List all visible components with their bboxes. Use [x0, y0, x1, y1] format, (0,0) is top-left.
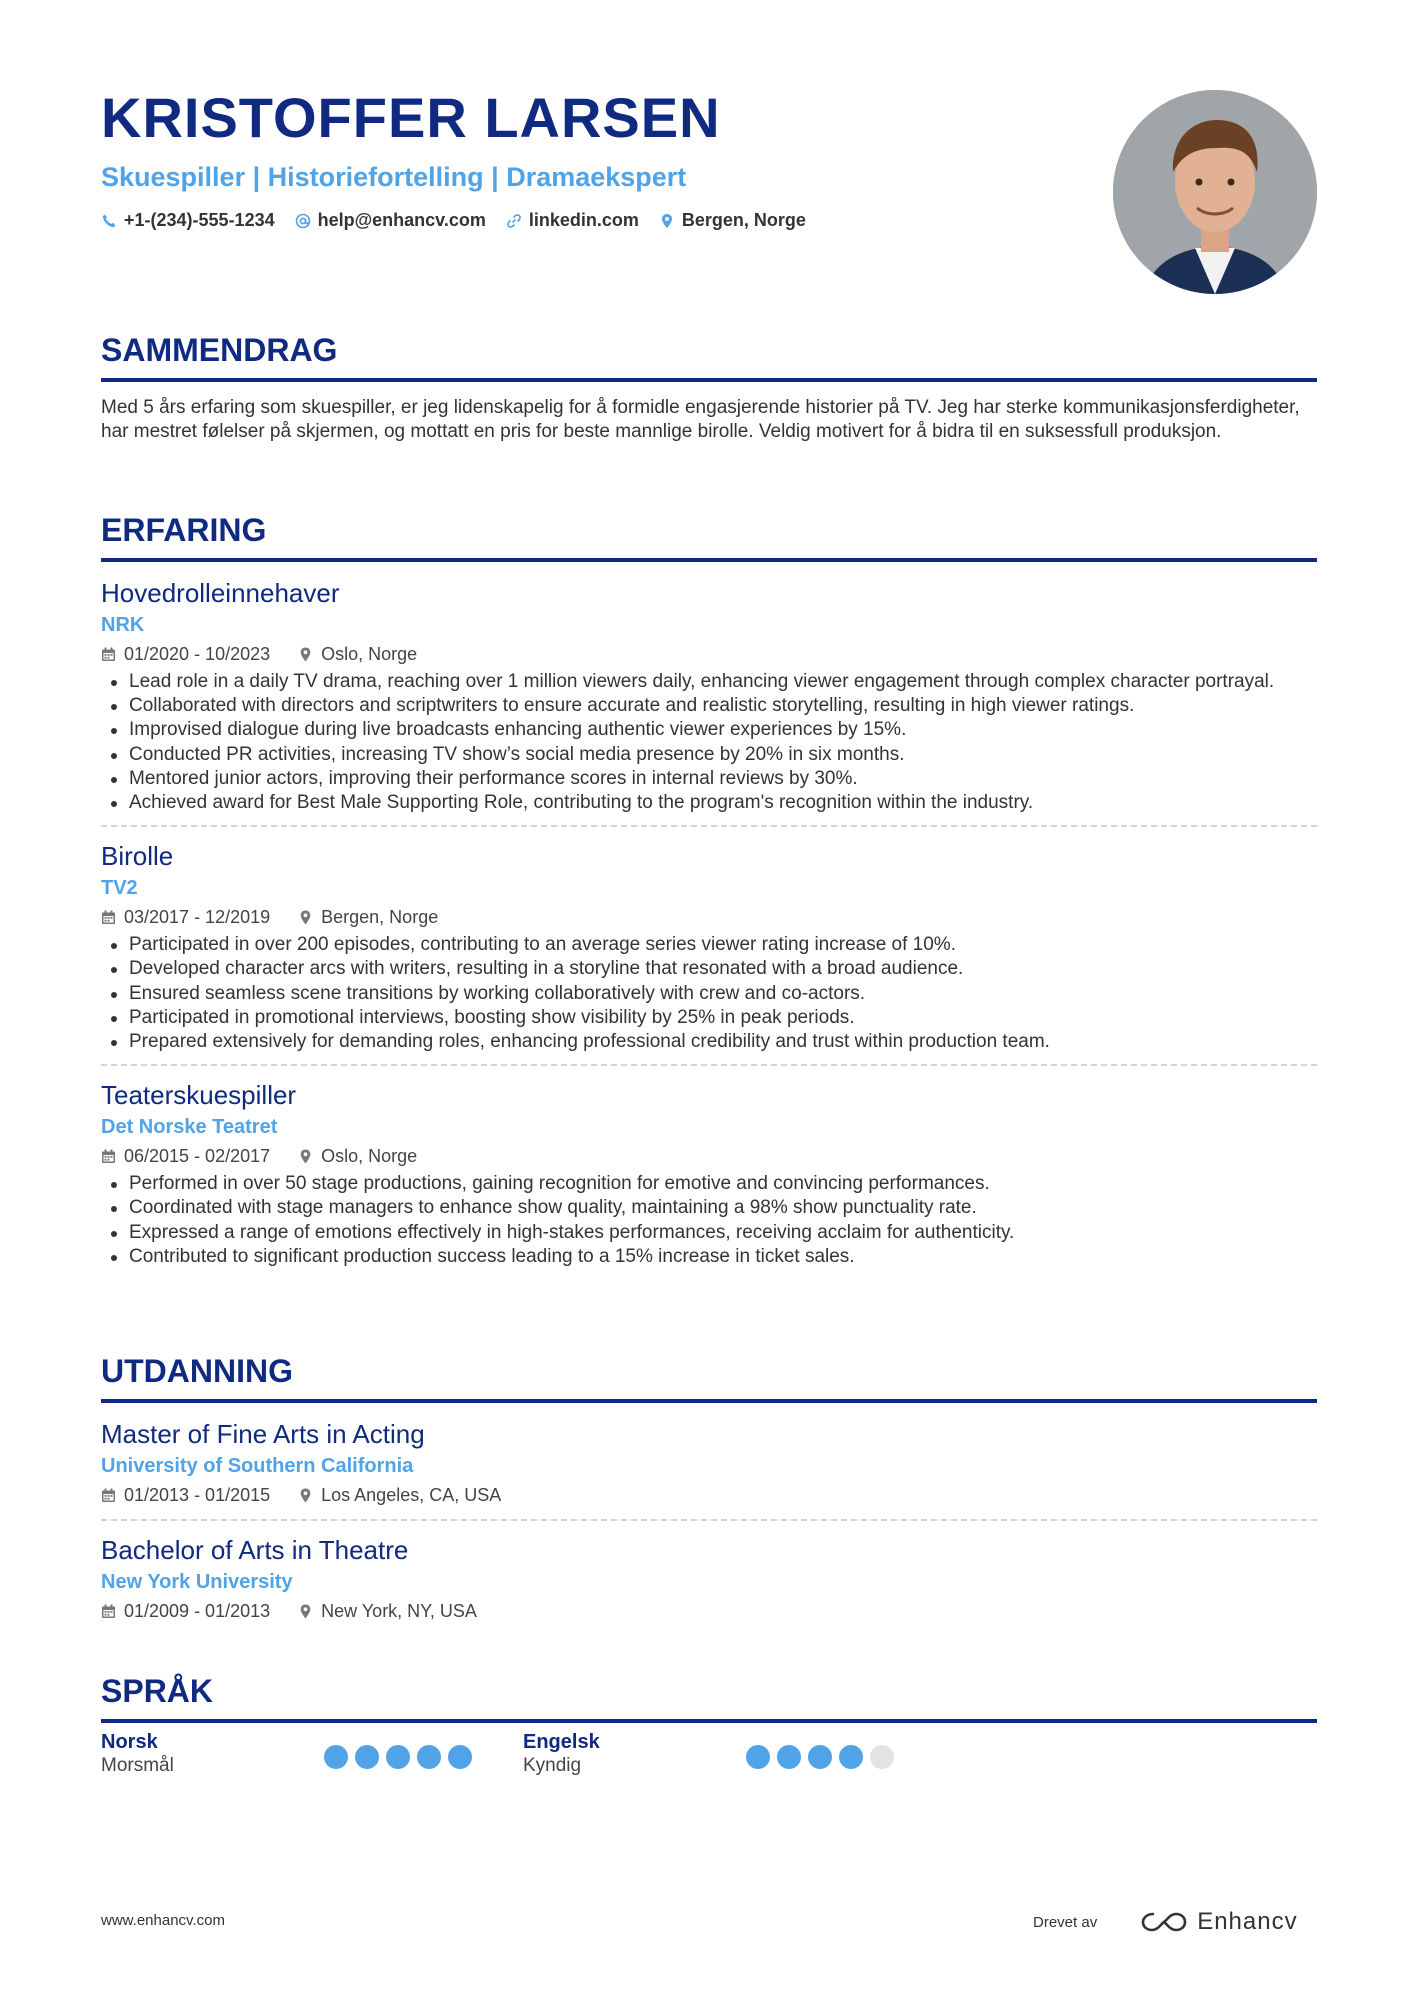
education-dates-text: 01/2013 - 01/2015 — [124, 1485, 271, 1505]
job-entry — [101, 839, 1317, 1054]
summary-text: Med 5 års erfaring som skuespiller, er jeg lidenskapelig for å formidle engasjerende historier på TV. Jeg har sterke kommunikasjonsferdigheter, har mestret følelser på skjermen, og mottatt en pris for beste mannlige birolle. Veldig motivert for å bidra til en suksessfull produksjon. — [101, 397, 1300, 442]
rating-dot-filled — [324, 1745, 348, 1769]
job-bullet: Contributed to significant production success leading to a 15% increase in ticket sales. — [101, 1245, 1317, 1269]
experience-heading: ERFARING — [101, 512, 267, 548]
location-pin-icon — [298, 1488, 313, 1503]
job-dates-text: 01/2020 - 10/2023 — [124, 644, 271, 664]
job-title: Hovedrolleinnehaver — [101, 578, 340, 608]
location-pin-icon — [298, 647, 313, 662]
job-company: NRK — [101, 614, 145, 636]
location-pin-icon — [298, 1149, 313, 1164]
rating-dot-filled — [746, 1745, 770, 1769]
summary-heading: SAMMENDRAG — [101, 332, 338, 368]
rating-dot-filled — [355, 1745, 379, 1769]
job-bullet: Lead role in a daily TV drama, reaching over 1 million viewers daily, enhancing viewer engagement through complex character portrayal. — [101, 670, 1317, 694]
entry-divider — [101, 1519, 1317, 1521]
calendar-icon — [101, 910, 116, 925]
job-company: TV2 — [101, 877, 138, 900]
education-meta — [101, 1599, 1317, 1623]
job-meta — [101, 905, 1317, 929]
phone-text: +1-(234)-555-1234 — [124, 210, 275, 230]
job-title: Birolle — [101, 841, 174, 872]
section-divider — [101, 1719, 1317, 1723]
experience-section — [101, 510, 1317, 1269]
job-dates-text: 06/2015 - 02/2017 — [124, 1146, 271, 1167]
education-meta — [101, 1483, 1317, 1507]
education-location-text: Los Angeles, CA, USA — [321, 1485, 502, 1505]
job-bullets — [101, 670, 1317, 815]
education-dates — [101, 1483, 270, 1507]
job-bullet: Performed in over 50 stage productions, gaining recognition for emotive and convincing performances. — [101, 1172, 1317, 1196]
job-company: Det Norske Teatret — [101, 1116, 278, 1139]
contact-location — [659, 210, 806, 231]
job-entry — [101, 576, 1317, 815]
job-bullet: Participated in promotional interviews, boosting show visibility by 25% in peak periods. — [101, 1006, 1317, 1030]
job-entry — [101, 1078, 1317, 1269]
education-dates — [101, 1599, 270, 1623]
brand-name: Enhancv — [1197, 1908, 1298, 1935]
brand-logo[interactable] — [1141, 1908, 1297, 1936]
languages-heading: SPRÅK — [101, 1673, 214, 1709]
summary-section — [101, 330, 1317, 444]
job-bullet: Coordinated with stage managers to enhance show quality, maintaining a 98% show punctuality rate. — [101, 1196, 1317, 1220]
section-divider — [101, 378, 1317, 382]
rating-dot-filled — [808, 1745, 832, 1769]
enhancv-logo-icon — [1141, 1911, 1187, 1933]
calendar-icon — [101, 1488, 116, 1503]
degree-title: Master of Fine Arts in Acting — [101, 1419, 425, 1449]
contact-email[interactable] — [295, 210, 486, 231]
job-bullets — [101, 933, 1317, 1054]
powered-by-text: Drevet av — [1033, 1913, 1098, 1931]
rating-dot-filled — [448, 1745, 472, 1769]
job-bullet: Prepared extensively for demanding roles, enhancing professional credibility and trust within production team. — [101, 1030, 1317, 1054]
location-pin-icon — [298, 910, 313, 925]
entry-divider — [101, 1064, 1317, 1066]
link-icon — [506, 213, 522, 229]
footer-branding — [1033, 1908, 1298, 1936]
language-name: Norsk — [101, 1731, 158, 1753]
job-title: Teaterskuespiller — [101, 1080, 297, 1111]
candidate-name: KRISTOFFER LARSEN — [101, 86, 721, 149]
job-bullets — [101, 1172, 1317, 1269]
job-dates — [101, 1144, 270, 1168]
rating-dot-filled — [777, 1745, 801, 1769]
linkedin-text: linkedin.com — [528, 210, 639, 230]
language-item — [101, 1730, 174, 1778]
education-location — [298, 1599, 477, 1623]
language-item — [523, 1730, 600, 1778]
rating-dot-empty — [870, 1745, 894, 1769]
job-location — [298, 905, 438, 929]
rating-dot-filled — [386, 1745, 410, 1769]
job-bullet: Expressed a range of emotions effectively in high-stakes performances, receiving acclaim for authenticity. — [101, 1221, 1317, 1245]
job-location-text: Bergen, Norge — [321, 907, 439, 928]
language-rating — [324, 1745, 472, 1769]
job-bullet: Collaborated with directors and scriptwriters to ensure accurate and realistic storytelling, resulting in high viewer ratings. — [101, 694, 1317, 718]
location-text: Bergen, Norge — [681, 210, 806, 230]
candidate-title: Skuespiller | Historiefortelling | Dramaekspert — [101, 162, 687, 192]
contact-phone — [101, 210, 275, 231]
job-meta — [101, 1144, 1317, 1168]
entry-divider — [101, 825, 1317, 827]
job-bullet: Improvised dialogue during live broadcasts enhancing authentic viewer experiences by 15%. — [101, 718, 1317, 742]
education-section — [101, 1351, 1317, 1623]
resume-header — [101, 86, 1101, 231]
contact-linkedin[interactable] — [506, 210, 639, 231]
location-pin-icon — [298, 1604, 313, 1619]
education-location — [298, 1483, 501, 1507]
language-rating — [746, 1745, 894, 1769]
degree-title: Bachelor of Arts in Theatre — [101, 1535, 409, 1565]
job-bullet: Conducted PR activities, increasing TV show’s social media presence by 20% in six months. — [101, 743, 1317, 767]
languages-section — [101, 1671, 1317, 1723]
job-bullet: Participated in over 200 episodes, contributing to an average series viewer rating increase of 10%. — [101, 933, 1317, 957]
avatar — [1113, 90, 1317, 294]
language-name: Engelsk — [523, 1731, 600, 1753]
education-dates-text: 01/2009 - 01/2013 — [124, 1601, 271, 1621]
job-meta — [101, 642, 1317, 666]
job-dates — [101, 905, 270, 929]
language-level: Kyndig — [523, 1755, 582, 1776]
at-icon — [295, 213, 311, 229]
section-divider — [101, 558, 1317, 562]
job-location — [298, 642, 417, 666]
profile-photo — [1113, 90, 1317, 294]
job-bullet: Achieved award for Best Male Supporting Role, contributing to the program's recognition within the industry. — [101, 791, 1317, 815]
job-location-text: Oslo, Norge — [321, 1146, 418, 1167]
location-pin-icon — [659, 213, 675, 229]
email-text: help@enhancv.com — [317, 210, 486, 230]
calendar-icon — [101, 647, 116, 662]
school-name: New York University — [101, 1571, 293, 1593]
job-dates-text: 03/2017 - 12/2019 — [124, 907, 271, 928]
rating-dot-filled — [417, 1745, 441, 1769]
education-entry — [101, 1417, 1317, 1507]
contact-list — [101, 210, 1101, 231]
education-entry — [101, 1533, 1317, 1623]
calendar-icon — [101, 1604, 116, 1619]
rating-dot-filled — [839, 1745, 863, 1769]
education-heading: UTDANNING — [101, 1353, 293, 1389]
job-location — [298, 1144, 417, 1168]
school-name: University of Southern California — [101, 1455, 414, 1477]
footer-website[interactable]: www.enhancv.com — [101, 1912, 225, 1929]
job-location-text: Oslo, Norge — [321, 644, 418, 664]
job-bullet: Mentored junior actors, improving their performance scores in internal reviews by 30%. — [101, 767, 1317, 791]
job-bullet: Developed character arcs with writers, resulting in a storyline that resonated with a broad audience. — [101, 957, 1317, 981]
education-location-text: New York, NY, USA — [321, 1601, 477, 1621]
calendar-icon — [101, 1149, 116, 1164]
job-dates — [101, 642, 270, 666]
section-divider — [101, 1399, 1317, 1403]
job-bullet: Ensured seamless scene transitions by working collaboratively with crew and co-actors. — [101, 982, 1317, 1006]
language-level: Morsmål — [101, 1755, 174, 1776]
phone-icon — [101, 213, 117, 229]
